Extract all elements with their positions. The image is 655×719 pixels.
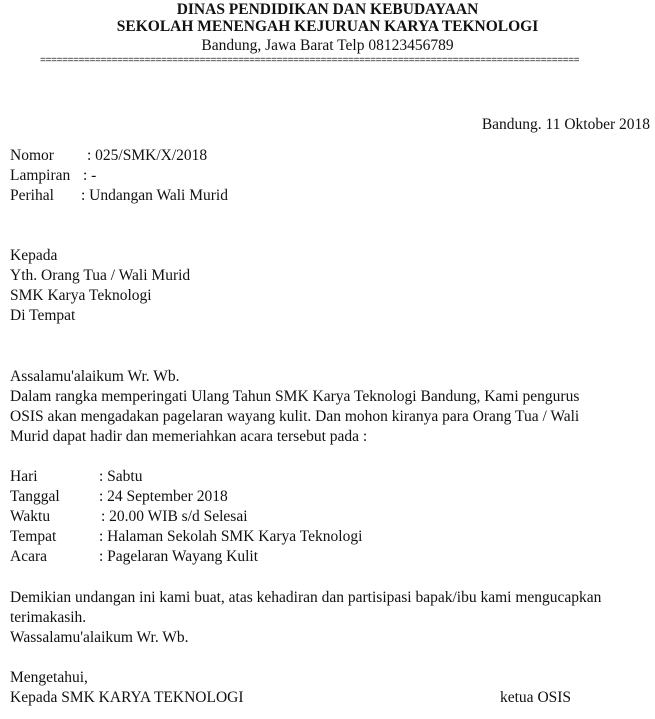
signature-right: ketua OSIS <box>500 689 572 706</box>
recipient-line3: SMK Karya Teknologi <box>10 287 152 304</box>
waktu-value: : 20.00 WIB s/d Selesai <box>101 508 248 525</box>
recipient-line1: Kepada <box>10 247 58 264</box>
nomor-label: Nomor <box>10 147 54 164</box>
lampiran-value: : - <box>83 167 97 184</box>
tempat-value: : Halaman Sekolah SMK Karya Teknologi <box>99 528 363 545</box>
closing-line2: terimakasih. <box>10 609 87 626</box>
acara-label: Acara <box>10 548 47 565</box>
closing-line3: Wassalamu'alaikum Wr. Wb. <box>10 629 189 646</box>
tanggal-label: Tanggal <box>10 488 60 505</box>
perihal-label: Perihal <box>10 187 54 204</box>
recipient-line4: Di Tempat <box>10 307 76 324</box>
letterhead-divider: ================================================================================================== <box>40 56 580 67</box>
school-address: Bandung, Jawa Barat Telp 08123456789 <box>201 37 454 54</box>
hari-value: : Sabtu <box>99 468 143 485</box>
nomor-value: : 025/SMK/X/2018 <box>87 147 208 164</box>
agency-name: DINAS PENDIDIKAN DAN KEBUDAYAAN <box>176 1 479 18</box>
waktu-label: Waktu <box>10 508 51 525</box>
hari-label: Hari <box>10 468 38 485</box>
perihal-value: : Undangan Wali Murid <box>81 187 228 204</box>
tempat-label: Tempat <box>10 528 57 545</box>
letter-date: Bandung. 11 Oktober 2018 <box>481 116 650 133</box>
recipient-line2: Yth. Orang Tua / Wali Murid <box>10 267 191 284</box>
body-paragraph-line3: Murid dapat hadir dan memeriahkan acara tersebut pada : <box>10 428 368 445</box>
signature-left: Kepada SMK KARYA TEKNOLOGI <box>10 689 244 706</box>
school-name: SEKOLAH MENENGAH KEJURUAN KARYA TEKNOLOGI <box>116 18 539 35</box>
greeting: Assalamu'alaikum Wr. Wb. <box>10 368 180 385</box>
lampiran-label: Lampiran <box>10 167 71 184</box>
acara-value: : Pagelaran Wayang Kulit <box>99 548 259 565</box>
body-paragraph-line2: OSIS akan mengadakan pagelaran wayang kulit. Dan mohon kiranya para Orang Tua / Wali <box>10 408 580 425</box>
closing-line1: Demikian undangan ini kami buat, atas kehadiran dan partisipasi bapak/ibu kami mengucapkan <box>10 589 602 606</box>
tanggal-value: : 24 September 2018 <box>99 488 228 505</box>
body-paragraph-line1: Dalam rangka memperingati Ulang Tahun SMK Karya Teknologi Bandung, Kami pengurus <box>10 388 580 405</box>
mengetahui-label: Mengetahui, <box>10 669 88 686</box>
